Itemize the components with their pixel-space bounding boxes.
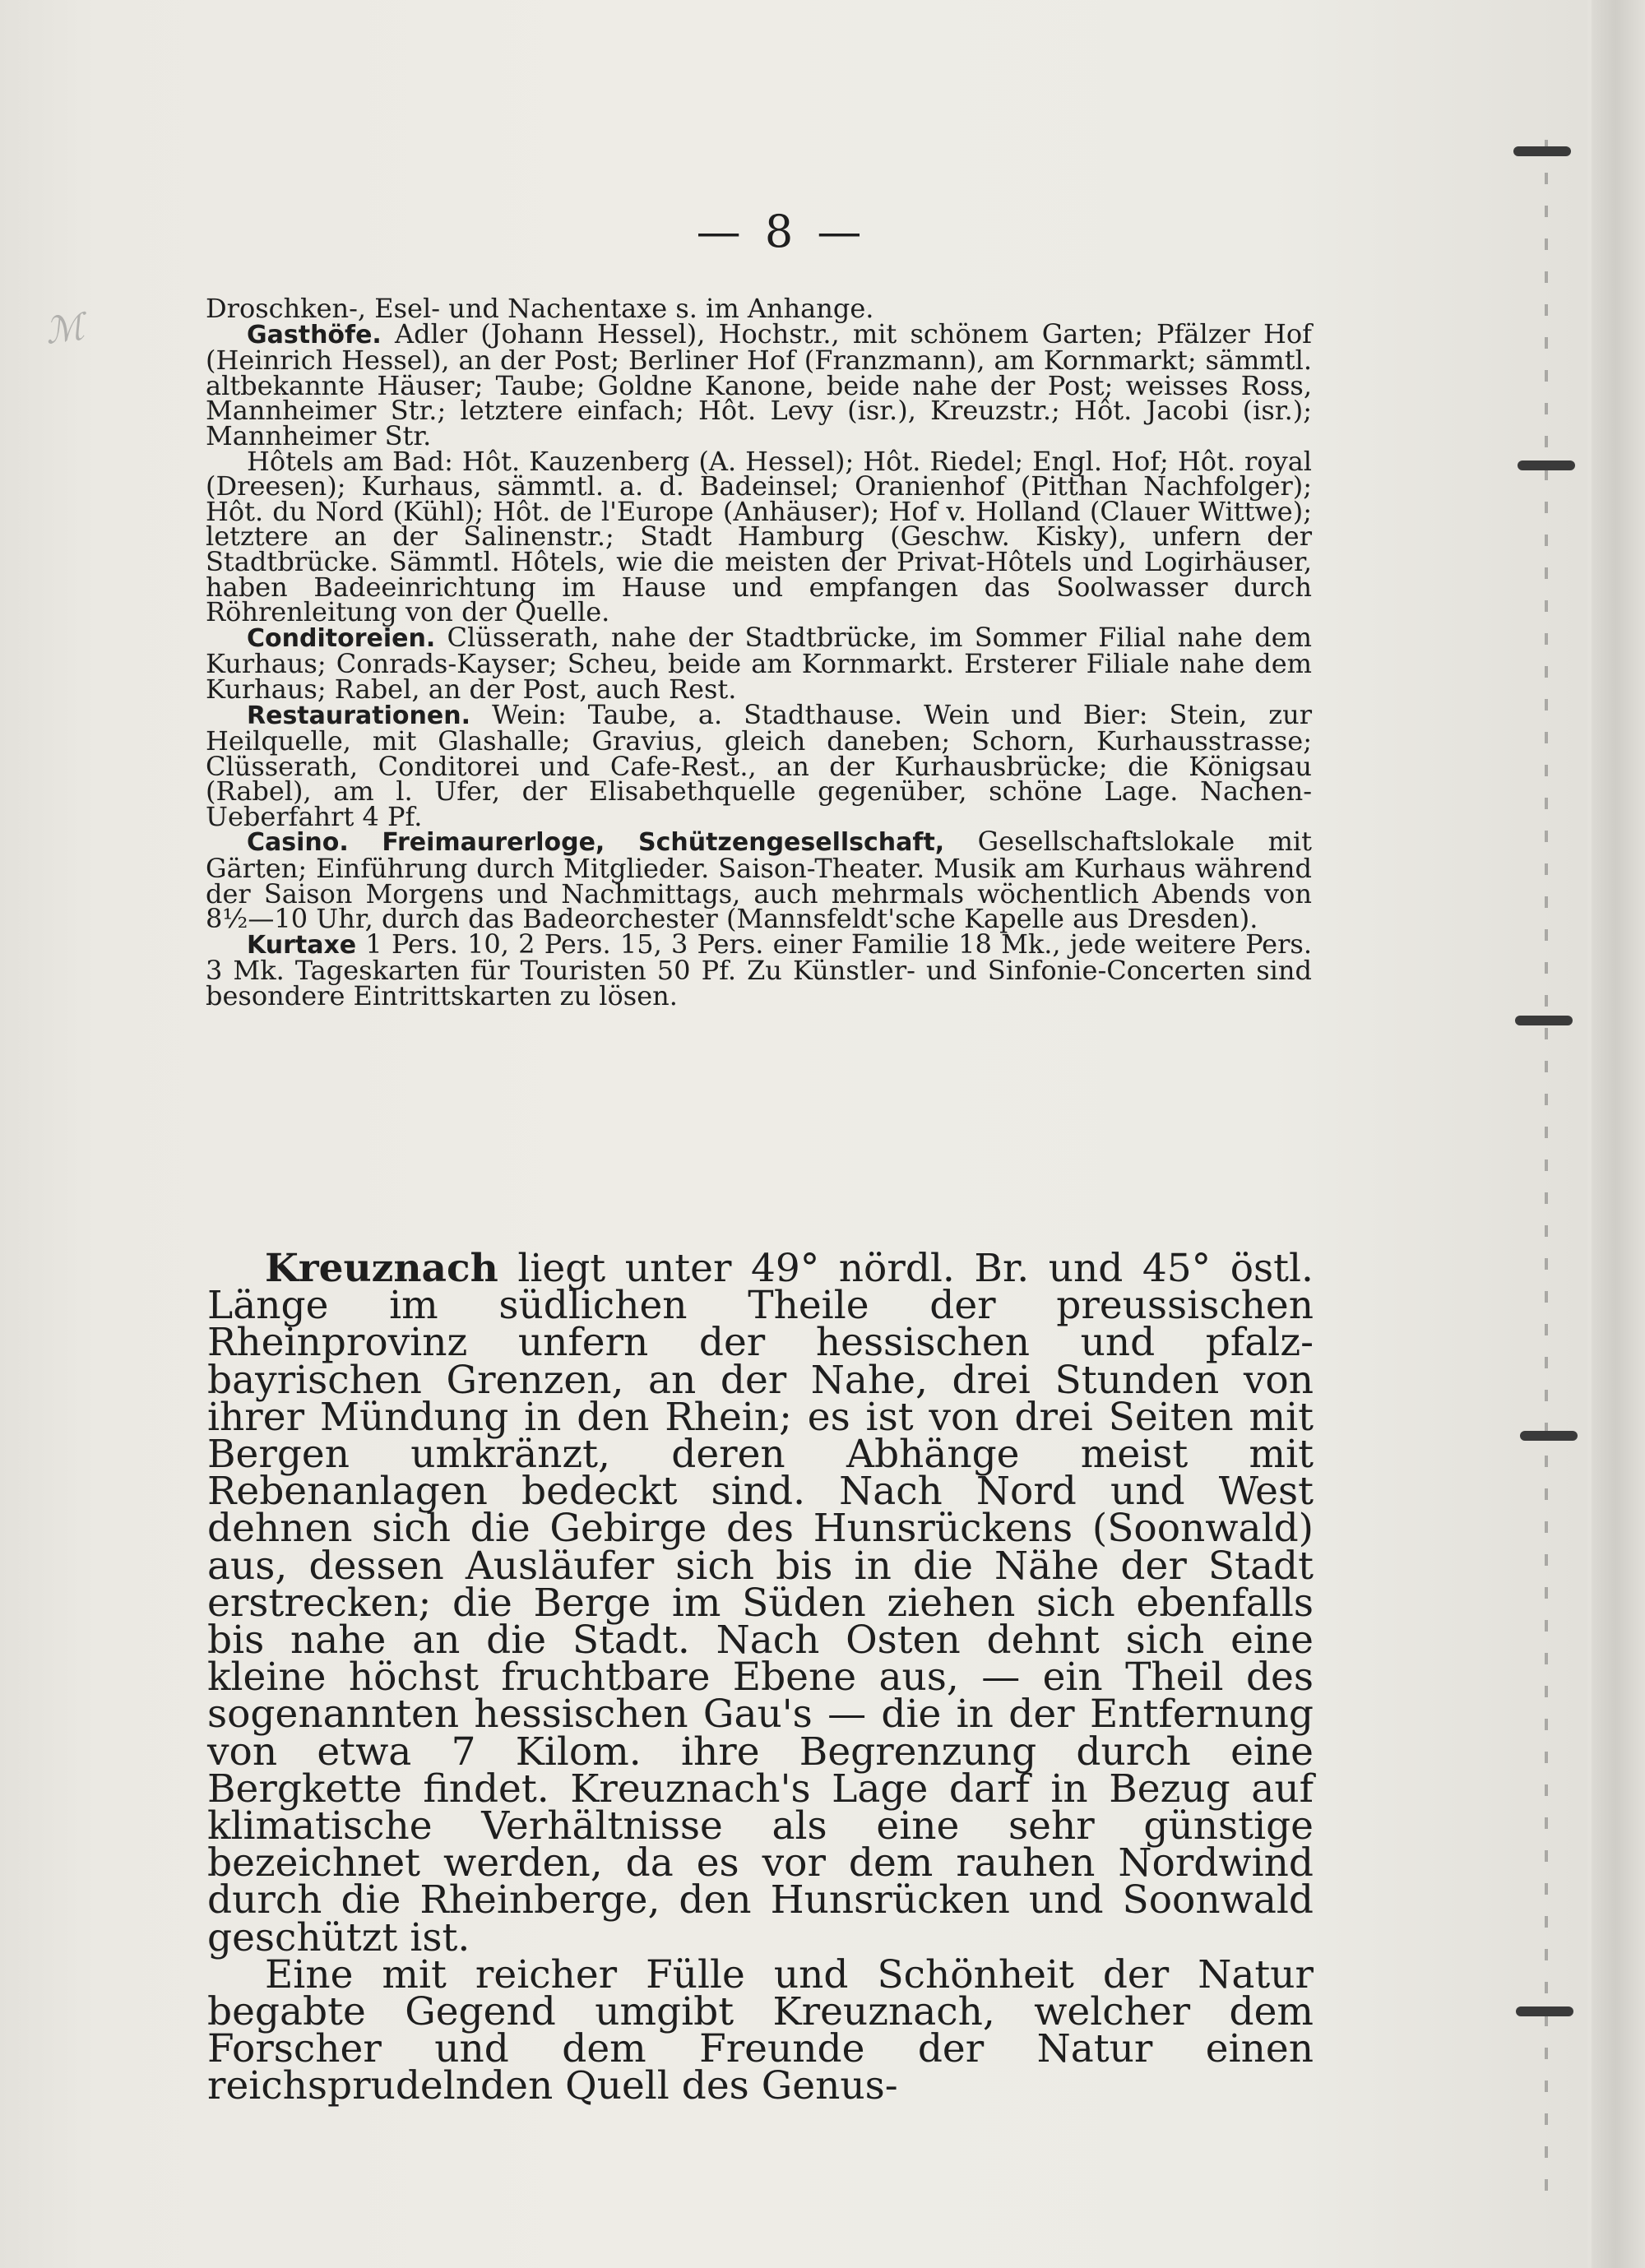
- droschken-entry: Droschken-, Esel- und Nachentaxe s. im Anhange.: [206, 293, 874, 324]
- kreuznach-text: liegt unter 49° nördl. Br. und 45° östl. Länge im südlichen Theile der preussischen Rheinprovinz unfern der hessischen und pfalz-bayrischen Grenzen, an der Nahe, drei Stunden von ihrer Mündung in den Rhein; es ist von drei Seiten mit Bergen umkränzt, deren Abhänge meist mit Rebenanlagen bedeckt sind. Nach Nord und West dehnen sich die Gebirge des Hunsrückens (Soonwald) aus, dessen Ausläufer sich bis in die Nähe der Stadt erstrecken; die Berge im Süden ziehen sich ebenfalls bis nahe an die Stadt. Nach Osten dehnt sich eine kleine höchst fruchtbare Ebene aus, — ein Theil des sogenannten hessischen Gau's — die in der Entfernung von etwa 7 Kilom. ihre Begrenzung durch eine Bergkette findet. Kreuznach's Lage darf in Bezug auf klimatische Verhältnisse als eine sehr günstige bezeichnet werden, da es vor dem rauhen Nordwind durch die Rheinberge, den Hunsrücken und Soonwald geschützt ist.: [207, 1246, 1314, 1960]
- gasthoefe-text: Adler (Johann Hessel), Hochstr., mit schönem Garten; Pfälzer Hof (Heinrich Hessel), an der Post; Berliner Hof (Franzmann), am Kornmarkt; sämmtl. altbekannte Häuser; Taube; Goldne Kanone, beide nahe der Post; weisses Ross, Mannheimer Str.; letztere einfach; Hôt. Levy (isr.), Kreuzstr.; Hôt. Jacobi (isr.); Mannheimer Str.: [206, 317, 1313, 451]
- kreuznach-lead: Kreuznach: [265, 1246, 498, 1291]
- restaurationen-text: Wein: Taube, a. Stadthause. Wein und Bier: Stein, zur Heilquelle, mit Glashalle; Gravius, gleich daneben; Schorn, Kurhausstrasse; Clüsserath, Conditorei und Cafe-Rest., an der Kurhausbrücke; die Königsau (Rabel), am l. Ufer, der Elisabethquelle gegenüber, schöne Lage. Nachen-Ueberfahrt 4 Pf.: [206, 698, 1312, 832]
- gegend-paragraph: Eine mit reicher Fülle und Schönheit der Natur begabte Gegend umgibt Kreuznach, welcher dem Forscher und dem Freunde der Natur einen reichsprudelnden Quell des Genus-: [207, 1951, 1314, 2109]
- binding-stitches: [1545, 140, 1548, 2212]
- casino-heading: Casino. Freimaurerloge, Schützengesellschaft,: [247, 828, 945, 858]
- casino-entry: [206, 826, 1313, 935]
- main-text: [207, 1246, 1314, 2109]
- conditoreien-heading: Conditoreien.: [247, 623, 436, 653]
- gasthoefe-heading: Gasthöfe.: [247, 320, 382, 349]
- thread-knot: [1518, 461, 1575, 470]
- conditoreien-entry: [206, 621, 1313, 705]
- casino-text: Gesellschaftslokale mit Gärten; Einführung durch Mitglieder. Saison-Theater. Musik am Kurhaus während der Saison Morgens und Nachmittags, auch mehrmals wöchentlich Abends von 8½—10 Uhr, durch das Badeorchester (Mannsfeldt'sche Kapelle aus Dresden).: [206, 826, 1313, 935]
- margin-annotation: ℳ: [42, 305, 87, 354]
- page-number: — 8 —: [696, 206, 867, 257]
- thread-knot: [1520, 1431, 1578, 1441]
- kurtaxe-heading: Kurtaxe: [247, 930, 357, 960]
- thread-knot: [1516, 2006, 1573, 2016]
- travel-notes-section: [206, 293, 1313, 1012]
- thread-knot: [1515, 1016, 1573, 1025]
- restaurationen-entry: [206, 698, 1312, 832]
- hotels-bad-entry: Hôtels am Bad: Hôt. Kauzenberg (A. Hessel); Hôt. Riedel; Engl. Hof; Hôt. royal (Dreesen); Kurhaus, sämmtl. a. d. Badeinsel; Oranienhof (Pitthan Nachfolger); Hôt. du Nord (Kühl); Hôt. de l'Europe (Anhäuser); Hof v. Holland (Clauer Wittwe); letztere an der Salinenstr.; Stadt Hamburg (Geschw. Kisky), unfern der Stadtbrücke. Sämmtl. Hôtels, wie die meisten der Privat-Hôtels und Logirhäuser, haben Badeeinrichtung im Hause und empfangen das Soolwasser durch Röhrenleitung von der Quelle.: [206, 445, 1312, 628]
- restaurationen-heading: Restaurationen.: [247, 701, 470, 730]
- kurtaxe-text: 1 Pers. 10, 2 Pers. 15, 3 Pers. einer Familie 18 Mk., jede weitere Pers. 3 Mk. Tageskarten für Touristen 50 Pf. Zu Künstler- und Sinfonie-Concerten sind besondere Eintrittskarten zu lösen.: [206, 928, 1313, 1012]
- kreuznach-paragraph: [207, 1246, 1314, 1960]
- binding-edge: [1592, 0, 1645, 2268]
- conditoreien-text: Clüsserath, nahe der Stadtbrücke, im Sommer Filial nahe dem Kurhaus; Conrads-Kayser; Scheu, beide am Kornmarkt. Ersterer Filiale nahe dem Kurhaus; Rabel, an der Post, auch Rest.: [206, 621, 1313, 705]
- kurtaxe-entry: [206, 928, 1313, 1012]
- gasthoefe-entry: [206, 317, 1313, 451]
- thread-knot: [1513, 146, 1571, 156]
